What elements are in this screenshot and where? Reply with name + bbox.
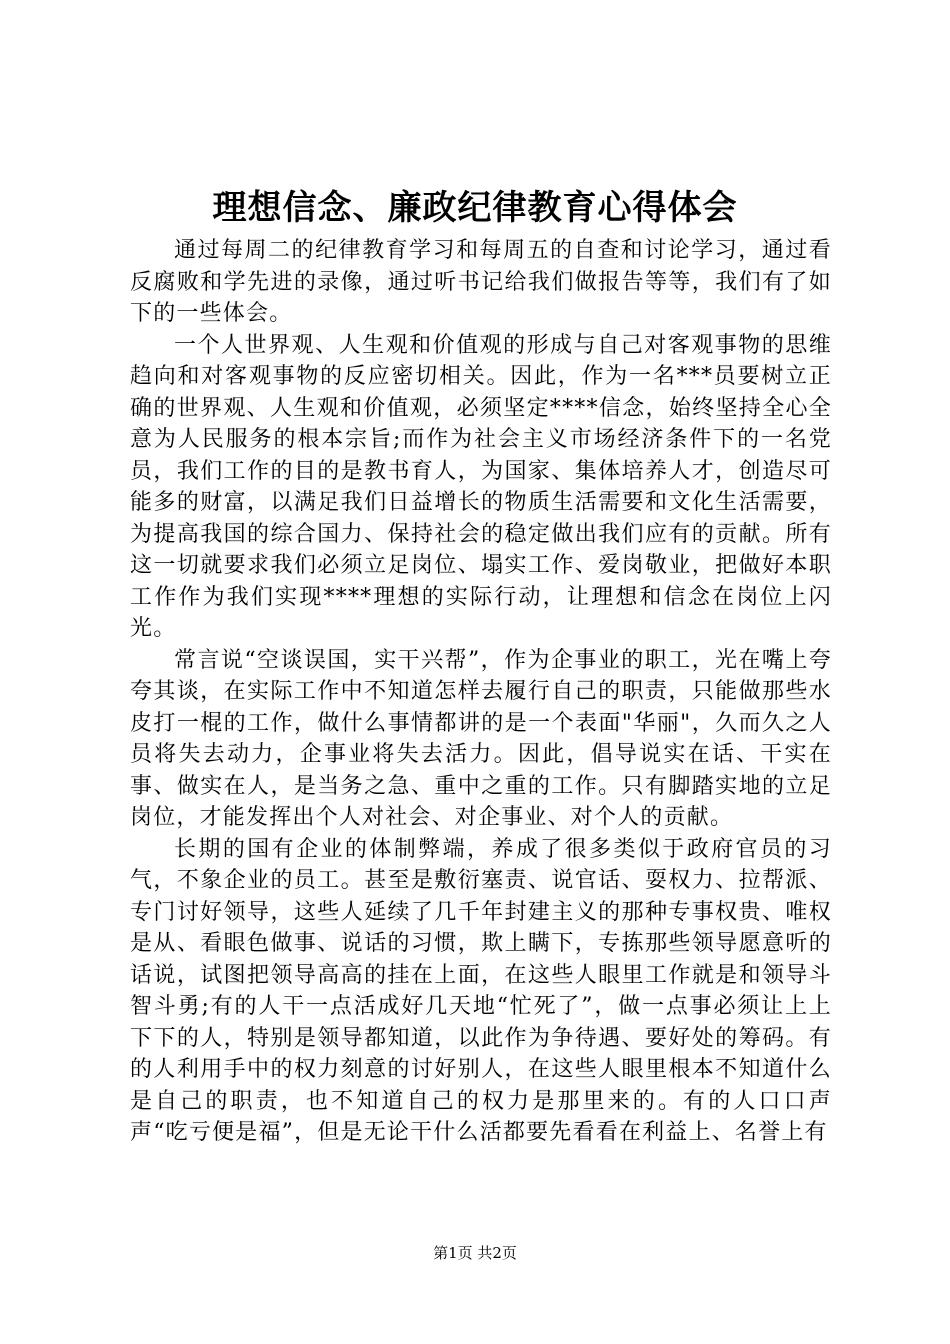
document-title: 理想信念、廉政纪律教育心得体会	[212, 188, 738, 228]
paragraph-3: 常言说“空谈误国，实干兴帮”，作为企事业的职工，光在嘴上夸夸其谈，在实际工作中不知道怎样去履行自己的职责，只能做那些水皮打一棍的工作，做什么事情都讲的是一个表面"华丽"，久而久之人员将失去动力，企事业将失去活力。因此，倡导说实在话、干实在事、做实在人，是当务之急、重中之重的工作。只有脚踏实地的立足岗位，才能发挥出个人对社会、对企事业、对个人的贡献。	[130, 647, 832, 830]
page-number-footer: 第1页 共2页	[433, 1244, 517, 1262]
paragraph-4: 长期的国有企业的体制弊端，养成了很多类似于政府官员的习气，不象企业的员工。甚至是敷衍塞责、说官话、耍权力、拉帮派、专门讨好领导，这些人延续了几千年封建主义的那种专事权贵、唯权是从、看眼色做事、说话的习惯，欺上瞒下，专拣那些领导愿意听的话说，试图把领导高高的挂在上面，在这些人眼里工作就是和领导斗智斗勇;有的人干一点活成好几天地“忙死了”，做一点事必须让上上下下的人，特别是领导都知道，以此作为争待遇、要好处的筹码。有的人利用手中的权力刻意的讨好别人，在这些人眼里根本不知道什么是自己的职责，也不知道自己的权力是那里来的。有的人口口声声“吃亏便是福”，但是无论干什么活都要先看看在利益上、名誉上有	[130, 836, 832, 1145]
paragraph-1: 通过每周二的纪律教育学习和每周五的自查和讨论学习，通过看反腐败和学先进的录像，通过听书记给我们做报告等等，我们有了如下的一些体会。	[130, 238, 832, 326]
paragraph-2: 一个人世界观、人生观和价值观的形成与自己对客观事物的思维趋向和对客观事物的反应密切相关。因此，作为一名***员要树立正确的世界观、人生观和价值观，必须坚定****信念，始终坚持全心全意为人民服务的根本宗旨;而作为社会主义市场经济条件下的一名党员，我们工作的目的是教书育人，为国家、集体培养人才，创造尽可能多的财富，以满足我们日益增长的物质生活需要和文化生活需要，为提高我国的综合国力、保持社会的稳定做出我们应有的贡献。所有这一切就要求我们必须立足岗位、塌实工作、爱岗敬业，把做好本职工作作为我们实现****理想的实际行动，让理想和信念在岗位上闪光。	[130, 332, 832, 641]
document-body	[130, 235, 832, 1149]
